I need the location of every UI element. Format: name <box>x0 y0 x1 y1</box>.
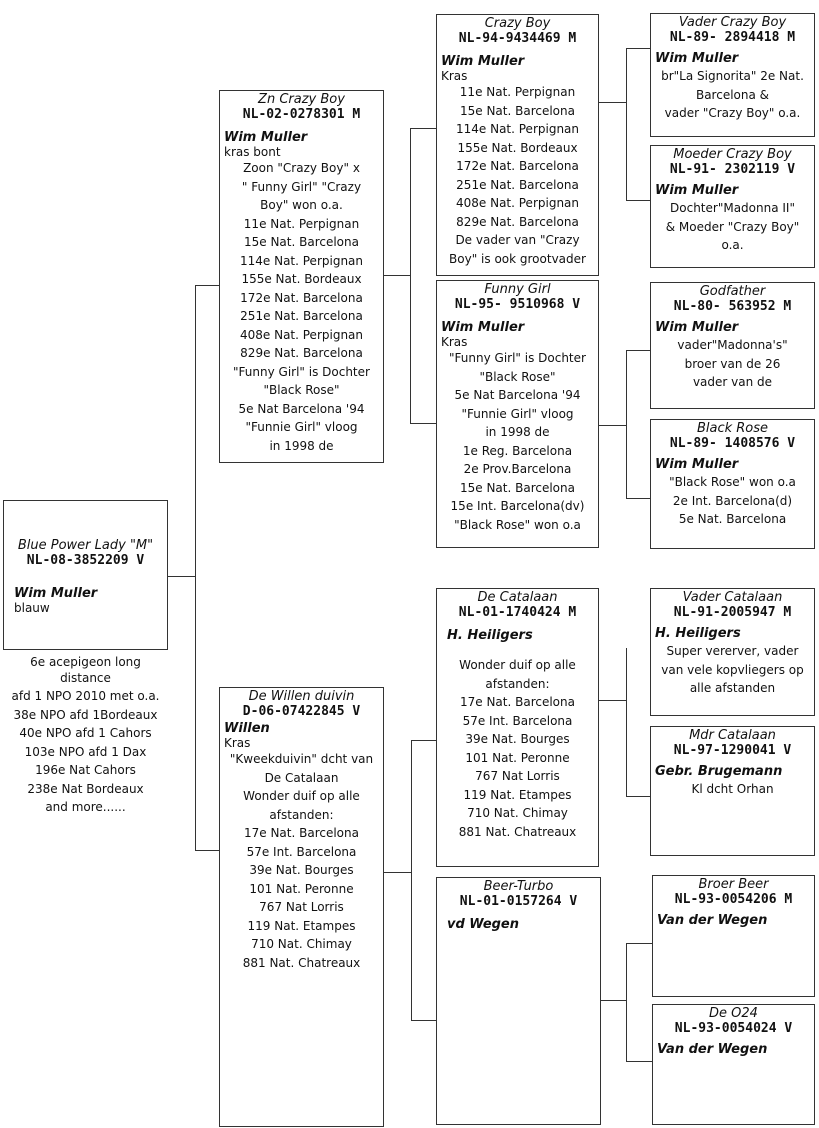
pigeon-color: blauw <box>14 601 50 615</box>
note-line: 5e Nat Barcelona '94 <box>454 388 581 402</box>
connector <box>598 700 626 701</box>
connector <box>600 1000 626 1001</box>
pigeon-card-fmm <box>650 419 815 549</box>
connector <box>626 350 627 498</box>
pedigree-notes <box>224 750 379 972</box>
owner: Gebr. Brugemann <box>655 764 783 779</box>
note-line: 17e Nat. Barcelona <box>459 695 575 709</box>
ring-number: NL-80- 563952 M <box>673 299 792 314</box>
note-line: 5e Nat. Barcelona <box>678 512 787 526</box>
note-line: 710 Nat. Chimay <box>467 806 568 820</box>
note-line: De Catalaan <box>264 770 339 785</box>
note-line: alle afstanden <box>689 681 776 695</box>
pigeon-name: Broer Beer <box>698 877 769 892</box>
note-line: vader"Madonna's" <box>677 338 788 352</box>
pedigree-notes <box>441 349 594 534</box>
ring-number: NL-89- 1408576 V <box>669 436 796 451</box>
note-line: 11e Nat. Perpignan <box>459 85 576 99</box>
note-line: Zoon "Crazy Boy" x <box>243 161 360 175</box>
note-line: "Funny Girl" is Dochter <box>449 351 586 365</box>
pigeon-card-subject <box>3 500 168 650</box>
pigeon-name: Crazy Boy <box>484 16 551 31</box>
note-line: 172e Nat. Barcelona <box>456 159 579 173</box>
pigeon-name: Vader Catalaan <box>682 590 783 605</box>
pedigree-notes <box>441 656 594 841</box>
note-line: & Moeder "Crazy Boy" <box>665 219 800 234</box>
pigeon-name: Funny Girl <box>484 282 551 297</box>
pedigree-notes <box>655 642 810 698</box>
subject-results <box>8 653 163 817</box>
owner: Wim Muller <box>441 320 525 335</box>
owner: Willen <box>224 721 270 736</box>
note-line: Boy" is ook grootvader <box>449 251 586 266</box>
ring-number: NL-01-1740424 M <box>458 605 577 620</box>
note-line: 408e Nat. Perpignan <box>455 196 580 210</box>
ring-number: NL-91- 2302119 V <box>669 162 796 177</box>
pedigree-notes <box>655 67 810 123</box>
pigeon-name: Black Rose <box>696 421 769 436</box>
connector <box>626 498 650 499</box>
result-line: 196e Nat Cahors <box>35 763 136 777</box>
note-line: 15e Nat. Barcelona <box>459 480 575 495</box>
connector <box>626 200 650 201</box>
pigeon-name: Moeder Crazy Boy <box>673 147 792 162</box>
ring-number: D-06-07422845 V <box>242 704 361 719</box>
note-line: 172e Nat. Barcelona <box>240 290 363 305</box>
note-line: 829e Nat. Barcelona <box>456 214 579 229</box>
result-line: 103e NPO afd 1 Dax <box>24 744 147 759</box>
result-line: distance <box>60 670 111 685</box>
note-line: afstanden: <box>269 807 334 822</box>
connector <box>411 1020 436 1021</box>
pedigree-notes <box>655 199 810 255</box>
pigeon-color: Kras <box>441 69 468 83</box>
pigeon-card-mother <box>219 687 384 1127</box>
ring-number: NL-94-9434469 M <box>458 31 577 46</box>
pigeon-card-father <box>219 90 384 463</box>
note-line: 101 Nat. Peronne <box>465 750 570 765</box>
note-line: Boy" won o.a. <box>260 198 343 212</box>
note-line: 408e Nat. Perpignan <box>239 327 364 342</box>
connector <box>598 102 626 103</box>
ring-number: NL-08-3852209 V <box>26 553 145 568</box>
pigeon-name: Vader Crazy Boy <box>678 15 787 30</box>
pedigree-notes <box>441 83 594 268</box>
owner: Wim Muller <box>655 183 739 198</box>
connector <box>626 943 652 944</box>
note-line: 2e Int. Barcelona(d) <box>672 493 793 508</box>
ring-number: NL-97-1290041 V <box>673 743 792 758</box>
pigeon-card-father-father <box>436 14 599 276</box>
connector <box>626 48 627 200</box>
note-line: 829e Nat. Barcelona <box>240 346 363 360</box>
note-line: 155e Nat. Bordeaux <box>241 272 362 286</box>
note-line: Wonder duif op alle <box>459 658 576 672</box>
pigeon-color: kras bont <box>224 145 281 159</box>
owner: Wim Muller <box>224 130 308 145</box>
pigeon-name: De Willen duivin <box>248 689 355 704</box>
note-line: 15e Nat. Barcelona <box>243 235 359 249</box>
connector <box>626 350 650 351</box>
pigeon-card-fmf <box>650 282 815 409</box>
note-line: 39e Nat. Bourges <box>465 732 570 746</box>
pigeon-card-mff <box>650 588 815 716</box>
note-line: "Black Rose" won o.a <box>669 475 796 489</box>
pigeon-name: De O24 <box>709 1006 758 1021</box>
note-line: 119 Nat. Etampes <box>463 787 572 802</box>
note-line: br"La Signorita" 2e Nat. <box>661 69 804 83</box>
note-line: afstanden: <box>485 676 550 691</box>
note-line: o.a. <box>721 238 744 252</box>
pigeon-name: Zn Crazy Boy <box>258 92 345 107</box>
note-line: 57e Int. Barcelona <box>462 713 573 728</box>
connector <box>195 285 196 850</box>
note-line: 114e Nat. Perpignan <box>239 253 364 268</box>
note-line: "Funny Girl" is Dochter <box>233 364 370 379</box>
note-line: 881 Nat. Chatreaux <box>242 955 361 970</box>
note-line: 251e Nat. Barcelona <box>456 177 579 192</box>
owner: Wim Muller <box>14 586 98 601</box>
owner: Wim Muller <box>655 457 739 472</box>
note-line: " Funny Girl" "Crazy <box>241 179 362 194</box>
pigeon-color: Kras <box>224 736 251 750</box>
pigeon-name: Blue Power Lady "M" <box>17 538 154 553</box>
note-line: De vader van "Crazy <box>455 233 580 247</box>
connector <box>411 740 436 741</box>
ring-number: NL-95- 9510968 V <box>454 297 581 312</box>
owner: Van der Wegen <box>657 1042 768 1057</box>
owner: Wim Muller <box>655 320 739 335</box>
ring-number: NL-93-0054206 M <box>674 892 793 907</box>
note-line: 2e Prov.Barcelona <box>463 462 572 476</box>
note-line: 11e Nat. Perpignan <box>243 216 360 231</box>
note-line: "Black Rose" <box>263 383 340 397</box>
pedigree-notes <box>655 336 810 392</box>
connector <box>626 796 650 797</box>
result-line: 6e acepigeon long <box>30 655 141 669</box>
pedigree-notes <box>655 473 810 529</box>
note-line: 767 Nat Lorris <box>259 900 344 914</box>
result-line: and more...... <box>45 800 126 814</box>
note-line: 15e Nat. Barcelona <box>459 103 575 118</box>
pedigree-notes <box>224 159 379 455</box>
result-line: 238e Nat Bordeaux <box>27 781 144 796</box>
connector <box>598 425 626 426</box>
owner: Wim Muller <box>655 51 739 66</box>
connector <box>626 648 627 796</box>
pigeon-color: Kras <box>441 335 468 349</box>
note-line: Wonder duif op alle <box>243 789 360 803</box>
ring-number: NL-93-0054024 V <box>674 1021 793 1036</box>
note-line: 5e Nat Barcelona '94 <box>238 401 365 416</box>
note-line: 114e Nat. Perpignan <box>455 122 580 136</box>
pigeon-name: Beer-Turbo <box>483 879 554 894</box>
pigeon-name: Godfather <box>699 284 766 299</box>
note-line: 101 Nat. Peronne <box>249 881 354 896</box>
pigeon-name: Mdr Catalaan <box>689 728 776 743</box>
connector <box>167 576 195 577</box>
pigeon-card-fff <box>650 13 815 137</box>
pedigree-notes <box>655 780 810 799</box>
note-line: 15e Int. Barcelona(dv) <box>450 499 585 513</box>
note-line: 710 Nat. Chimay <box>251 937 352 951</box>
result-line: 40e NPO afd 1 Cahors <box>19 726 152 740</box>
note-line: "Black Rose" won o.a <box>454 517 581 532</box>
connector <box>626 943 627 1061</box>
note-line: "Funnie Girl" vloog <box>245 420 358 434</box>
connector <box>626 1061 652 1062</box>
ring-number: NL-89- 2894418 M <box>669 30 796 45</box>
note-line: "Black Rose" <box>479 369 556 384</box>
connector <box>410 128 411 423</box>
note-line: Kl dcht Orhan <box>691 782 774 796</box>
note-line: 155e Nat. Bordeaux <box>457 140 578 155</box>
connector <box>410 128 436 129</box>
pigeon-card-mmm <box>652 1004 815 1125</box>
pigeon-card-mother-mother <box>436 877 601 1125</box>
connector <box>410 423 436 424</box>
result-line: 38e NPO afd 1Bordeaux <box>13 707 158 722</box>
pigeon-card-ffm <box>650 145 815 268</box>
note-line: 17e Nat. Barcelona <box>243 826 359 840</box>
pigeon-card-father-mother <box>436 280 599 548</box>
result-line: afd 1 NPO 2010 met o.a. <box>11 689 160 703</box>
note-line: 1e Reg. Barcelona <box>462 443 573 458</box>
note-line: 119 Nat. Etampes <box>247 918 356 933</box>
owner: Wim Muller <box>441 54 525 69</box>
owner: H. Heiligers <box>447 628 533 643</box>
note-line: Barcelona & <box>695 87 770 102</box>
owner: vd Wegen <box>447 917 520 932</box>
ring-number: NL-91-2005947 M <box>673 605 792 620</box>
connector <box>411 740 412 1020</box>
note-line: vader van de <box>692 375 773 389</box>
note-line: broer van de 26 <box>684 356 781 371</box>
owner: H. Heiligers <box>655 626 741 641</box>
note-line: 251e Nat. Barcelona <box>240 309 363 323</box>
note-line: Super vererver, vader <box>666 644 799 658</box>
note-line: in 1998 de <box>269 438 334 453</box>
note-line: vader "Crazy Boy" o.a. <box>664 106 801 120</box>
connector <box>195 285 219 286</box>
pigeon-card-mfm <box>650 726 815 856</box>
connector <box>383 275 410 276</box>
owner: Van der Wegen <box>657 913 768 928</box>
note-line: Dochter"Madonna II" <box>670 201 795 215</box>
note-line: 57e Int. Barcelona <box>246 844 357 859</box>
connector <box>195 850 219 851</box>
connector <box>383 872 411 873</box>
pigeon-name: De Catalaan <box>477 590 558 605</box>
note-line: 881 Nat. Chatreaux <box>458 824 577 839</box>
connector <box>626 48 650 49</box>
pigeon-card-mmf <box>652 875 815 997</box>
note-line: "Funnie Girl" vloog <box>461 406 574 421</box>
pigeon-card-mother-father <box>436 588 599 867</box>
note-line: 39e Nat. Bourges <box>249 863 354 877</box>
ring-number: NL-01-0157264 V <box>459 894 578 909</box>
note-line: 767 Nat Lorris <box>475 769 560 783</box>
note-line: van vele kopvliegers op <box>661 662 804 677</box>
note-line: "Kweekduivin" dcht van <box>229 752 374 766</box>
ring-number: NL-02-0278301 M <box>242 107 361 122</box>
note-line: in 1998 de <box>485 425 550 439</box>
